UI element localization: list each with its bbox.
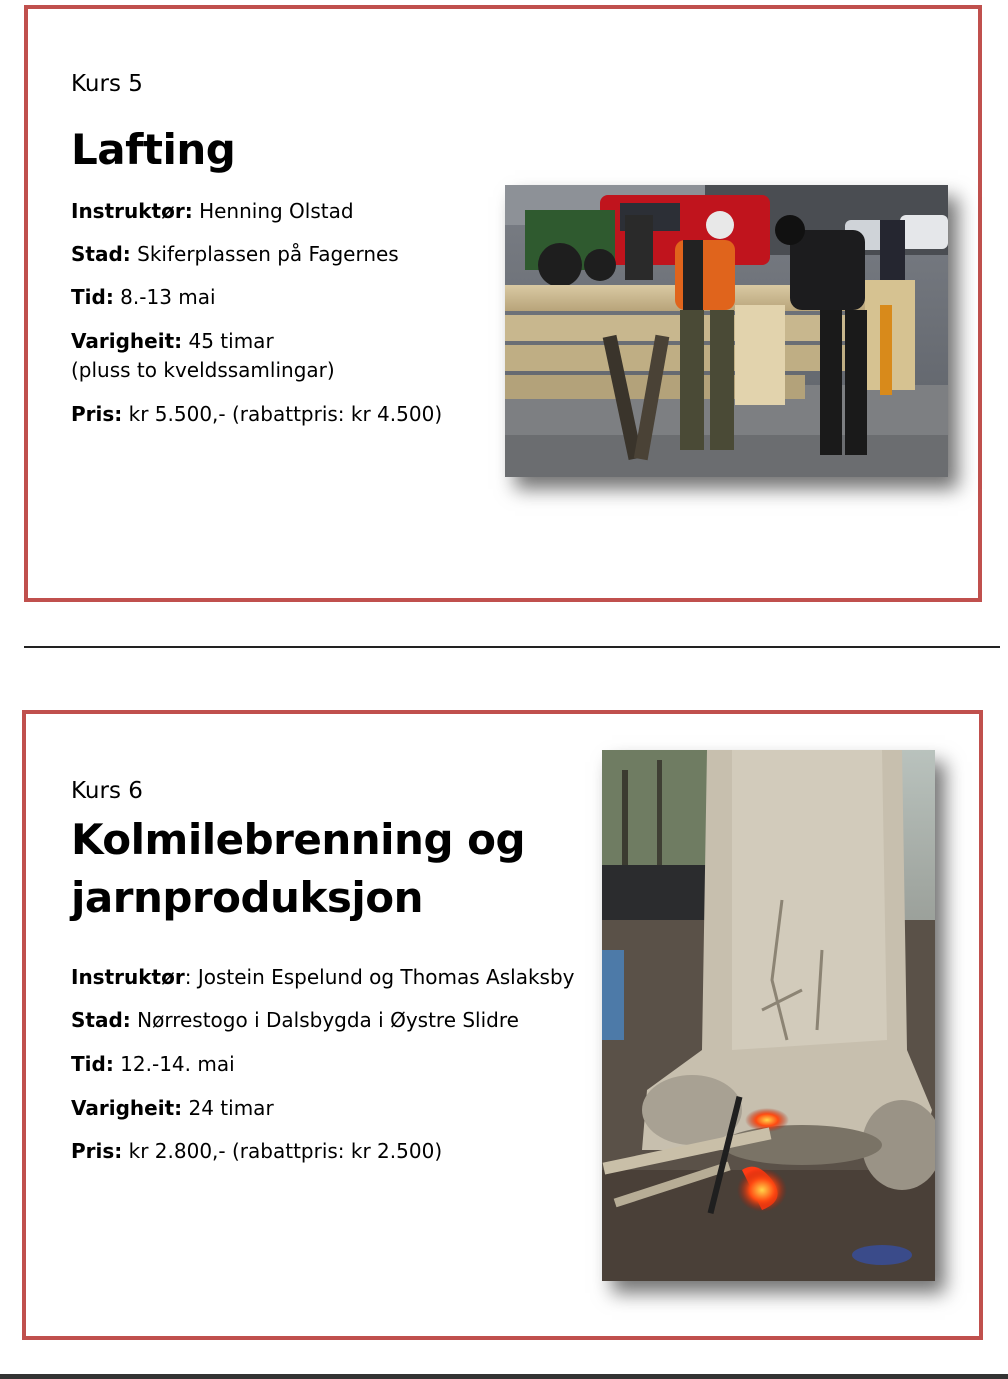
page-bottom-rule [0, 1374, 1008, 1379]
time-value: 8.-13 mai [113, 285, 216, 309]
price-value: kr 2.800,- (rabattpris: kr 2.500) [122, 1139, 443, 1163]
instructor-line [71, 197, 354, 226]
course-title-line-2: jarnproduksjon [71, 873, 424, 922]
instructor-line [71, 963, 575, 992]
course-number: Kurs 5 [71, 71, 143, 97]
place-value: Nørrestogo i Dalsbygda i Øystre Slidre [130, 1008, 519, 1032]
place-line [71, 240, 399, 269]
instructor-value: : Jostein Espelund og Thomas Aslaksby [184, 965, 575, 989]
duration-line [71, 1094, 274, 1123]
price-label: Pris: [71, 1139, 123, 1163]
section-divider [24, 646, 1000, 648]
duration-label: Varigheit: [71, 329, 183, 353]
duration-label: Varigheit: [71, 1096, 183, 1120]
instructor-label: Instruktør: [71, 199, 193, 223]
place-label: Stad: [71, 1008, 131, 1032]
place-label: Stad: [71, 242, 131, 266]
time-line [71, 1050, 235, 1079]
price-line [71, 1137, 442, 1166]
course-title-line-1: Kolmilebrenning og [71, 815, 526, 864]
course-card-6 [22, 710, 983, 1340]
time-label: Tid: [71, 285, 114, 309]
time-value: 12.-14. mai [113, 1052, 235, 1076]
course-card-5 [24, 5, 982, 602]
log-building-photo-icon [505, 185, 948, 477]
duration-note: (pluss to kveldssamlingar) [71, 358, 335, 382]
price-label: Pris: [71, 402, 123, 426]
price-line [71, 400, 442, 429]
duration-value: 24 timar [182, 1096, 274, 1120]
duration-value: 45 timar [182, 329, 274, 353]
time-line [71, 283, 216, 312]
place-line [71, 1006, 519, 1035]
bloomery-furnace-photo-icon [602, 750, 935, 1281]
course-title: Lafting [71, 125, 236, 174]
duration-line [71, 327, 274, 356]
price-value: kr 5.500,- (rabattpris: kr 4.500) [122, 402, 443, 426]
time-label: Tid: [71, 1052, 114, 1076]
course-number: Kurs 6 [71, 778, 143, 804]
place-value: Skiferplassen på Fagernes [130, 242, 399, 266]
instructor-value: Henning Olstad [192, 199, 354, 223]
instructor-label: Instruktør [71, 965, 185, 989]
